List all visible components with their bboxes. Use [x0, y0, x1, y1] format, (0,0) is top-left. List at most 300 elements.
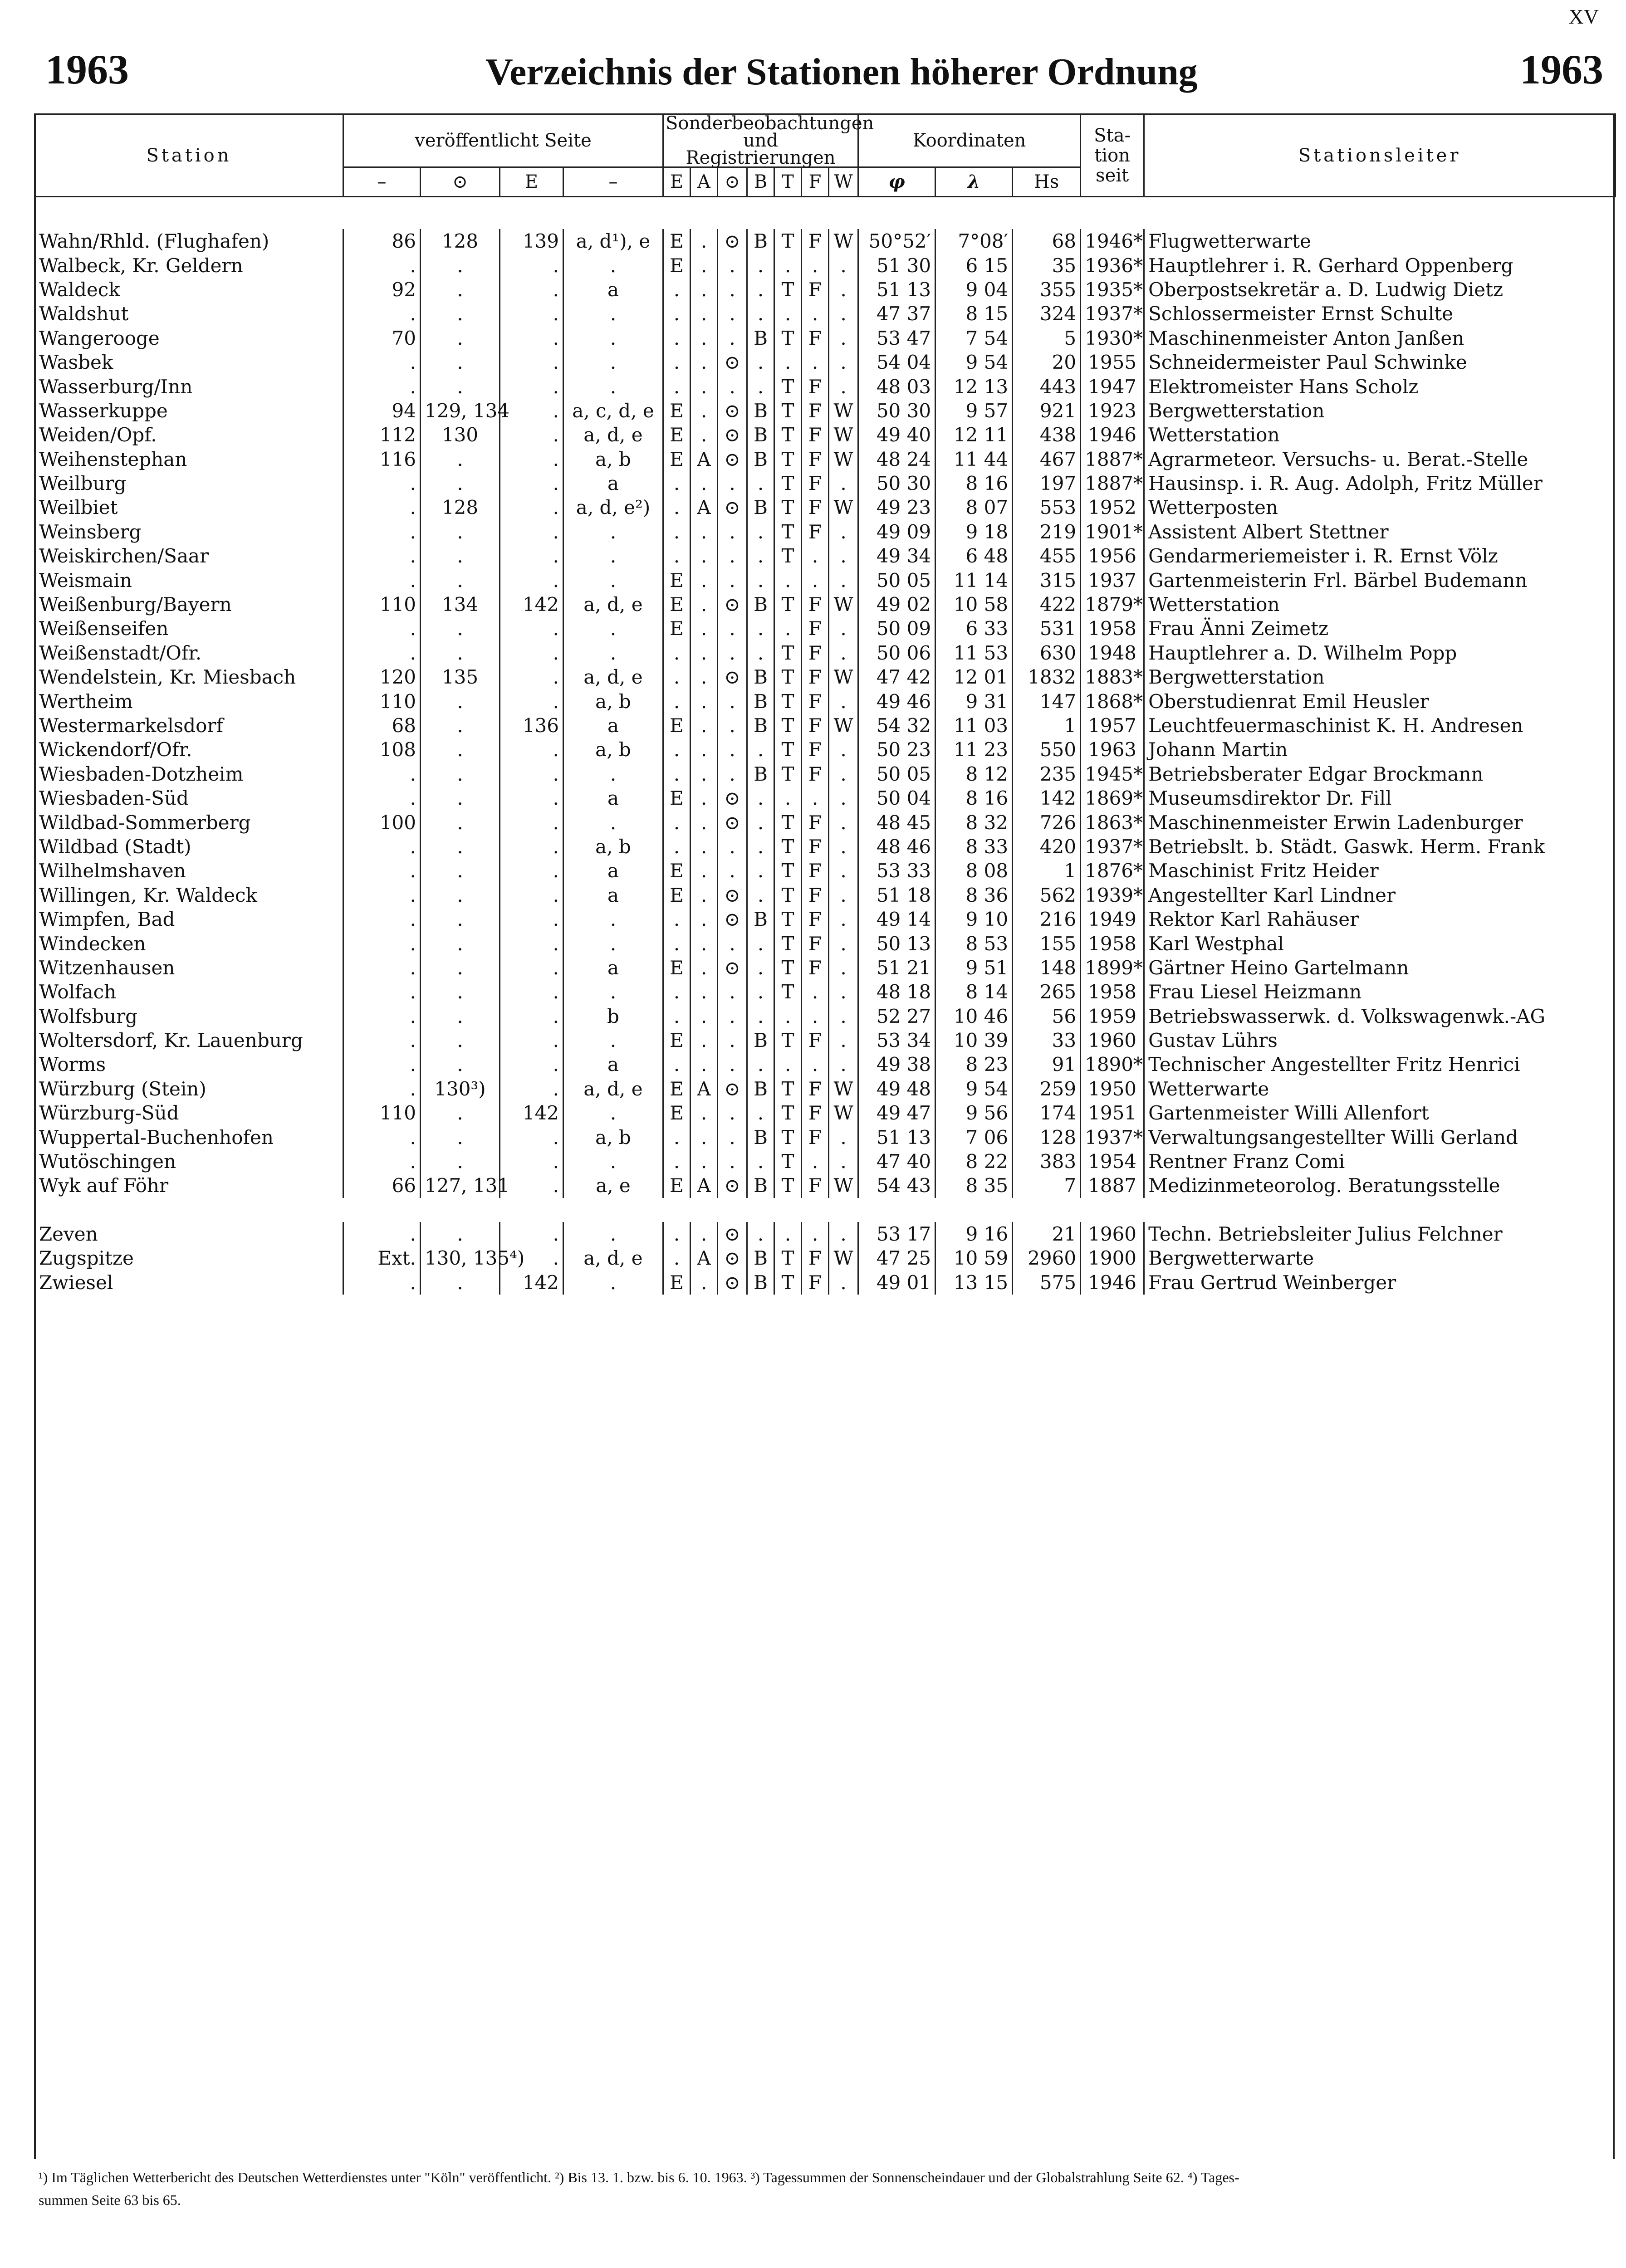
cell-obs-b: . — [747, 810, 774, 834]
cell-obs-f: . — [802, 568, 829, 592]
cell-obs-sun: . — [718, 1052, 747, 1076]
cell-pub-dash-2: a, c, d, e — [563, 399, 663, 423]
cell-pub-dash: 86 — [343, 229, 421, 253]
table-row — [35, 495, 1616, 519]
cell-since: 1952 — [1081, 495, 1144, 519]
station-table — [34, 113, 1616, 1295]
header-pub-e: E — [500, 167, 563, 197]
cell-obs-f: F — [802, 641, 829, 665]
cell-height: 7 — [1013, 1173, 1081, 1198]
cell-obs-a: . — [691, 326, 718, 350]
cell-pub-e: . — [500, 495, 563, 519]
table-row — [35, 1077, 1616, 1101]
cell-obs-sun: . — [718, 1004, 747, 1028]
cell-obs-w: . — [829, 326, 858, 350]
table-row — [35, 786, 1616, 810]
cell-obs-w: . — [829, 956, 858, 980]
cell-height: 531 — [1013, 616, 1081, 640]
table-row — [35, 302, 1616, 326]
cell-pub-sun: 127, 131 — [421, 1173, 500, 1198]
cell-obs-sun: . — [718, 738, 747, 762]
cell-pub-sun: . — [421, 1149, 500, 1173]
cell-obs-sun: ⊙ — [718, 350, 747, 374]
cell-since: 1863* — [1081, 810, 1144, 834]
cell-obs-t: T — [774, 1125, 802, 1149]
cell-latitude: 54 32 — [858, 714, 935, 738]
cell-pub-e: . — [500, 689, 563, 713]
cell-obs-sun: ⊙ — [718, 883, 747, 907]
cell-obs-a: . — [691, 374, 718, 398]
cell-obs-f: F — [802, 859, 829, 883]
cell-station-name: Wasbek — [35, 350, 343, 374]
cell-obs-b: . — [747, 544, 774, 568]
cell-obs-e: . — [663, 1052, 691, 1076]
cell-station-leader: Bergwetterstation — [1144, 665, 1616, 689]
cell-pub-sun: . — [421, 956, 500, 980]
cell-pub-sun: . — [421, 520, 500, 544]
cell-obs-a: . — [691, 302, 718, 326]
cell-pub-sun: . — [421, 738, 500, 762]
cell-obs-e: E — [663, 1028, 691, 1052]
cell-obs-e: E — [663, 229, 691, 253]
cell-obs-sun: . — [718, 253, 747, 277]
cell-obs-sun: . — [718, 714, 747, 738]
cell-obs-t: T — [774, 980, 802, 1004]
footnote — [39, 2166, 1599, 2211]
cell-station-leader: Johann Martin — [1144, 738, 1616, 762]
cell-obs-e: . — [663, 1004, 691, 1028]
cell-obs-b: B — [747, 1246, 774, 1270]
cell-height: 197 — [1013, 471, 1081, 495]
cell-latitude: 50°52′ — [858, 229, 935, 253]
cell-obs-sun: . — [718, 1149, 747, 1173]
cell-obs-f: F — [802, 931, 829, 955]
cell-pub-sun: . — [421, 278, 500, 302]
cell-pub-sun: . — [421, 1052, 500, 1076]
cell-pub-e: . — [500, 350, 563, 374]
cell-longitude: 8 12 — [935, 762, 1013, 786]
table-row — [35, 616, 1616, 640]
cell-station-leader: Betriebsberater Edgar Brockmann — [1144, 762, 1616, 786]
cell-obs-w: . — [829, 568, 858, 592]
header-lambda: λ — [935, 167, 1013, 197]
cell-obs-f: . — [802, 1052, 829, 1076]
cell-obs-t: T — [774, 471, 802, 495]
cell-pub-dash: 108 — [343, 738, 421, 762]
cell-since: 1930* — [1081, 326, 1144, 350]
cell-obs-a: . — [691, 1101, 718, 1125]
cell-station-name: Wildbad-Sommerberg — [35, 810, 343, 834]
cell-since: 1946* — [1081, 229, 1144, 253]
cell-obs-a: . — [691, 1270, 718, 1294]
cell-obs-a: . — [691, 520, 718, 544]
cell-obs-f: F — [802, 374, 829, 398]
cell-obs-b: . — [747, 1004, 774, 1028]
cell-longitude: 10 46 — [935, 1004, 1013, 1028]
cell-station-leader: Schneidermeister Paul Schwinke — [1144, 350, 1616, 374]
cell-since: 1948 — [1081, 641, 1144, 665]
cell-pub-sun: . — [421, 568, 500, 592]
table-row — [35, 350, 1616, 374]
cell-obs-sun: ⊙ — [718, 786, 747, 810]
cell-obs-a: . — [691, 883, 718, 907]
cell-obs-w: . — [829, 520, 858, 544]
table-row — [35, 568, 1616, 592]
cell-latitude: 51 30 — [858, 253, 935, 277]
cell-obs-f: F — [802, 616, 829, 640]
table-row — [35, 1052, 1616, 1076]
cell-latitude: 49 23 — [858, 495, 935, 519]
cell-height: 56 — [1013, 1004, 1081, 1028]
cell-obs-a: . — [691, 689, 718, 713]
cell-station-leader: Elektromeister Hans Scholz — [1144, 374, 1616, 398]
cell-obs-f: F — [802, 907, 829, 931]
cell-height: 235 — [1013, 762, 1081, 786]
cell-longitude: 6 15 — [935, 253, 1013, 277]
cell-pub-e: . — [500, 616, 563, 640]
cell-obs-e: . — [663, 689, 691, 713]
cell-pub-dash-2: . — [563, 253, 663, 277]
cell-latitude: 53 33 — [858, 859, 935, 883]
cell-obs-w: . — [829, 810, 858, 834]
table-row — [35, 665, 1616, 689]
cell-pub-dash: . — [343, 616, 421, 640]
cell-obs-sun: . — [718, 980, 747, 1004]
cell-station-name: Wolfsburg — [35, 1004, 343, 1028]
cell-height: 174 — [1013, 1101, 1081, 1125]
cell-obs-w: W — [829, 1101, 858, 1125]
cell-pub-dash: . — [343, 907, 421, 931]
cell-obs-f: F — [802, 835, 829, 859]
cell-pub-dash-2: . — [563, 641, 663, 665]
cell-pub-dash: . — [343, 931, 421, 955]
cell-station-leader: Wetterposten — [1144, 495, 1616, 519]
table-row — [35, 1173, 1616, 1198]
cell-pub-dash-2: a, d, e — [563, 592, 663, 616]
cell-latitude: 47 37 — [858, 302, 935, 326]
table-row — [35, 374, 1616, 398]
cell-since: 1899* — [1081, 956, 1144, 980]
cell-since: 1900 — [1081, 1246, 1144, 1270]
cell-obs-t: T — [774, 714, 802, 738]
cell-obs-w: W — [829, 447, 858, 471]
cell-longitude: 11 14 — [935, 568, 1013, 592]
cell-since: 1890* — [1081, 1052, 1144, 1076]
cell-obs-sun: ⊙ — [718, 229, 747, 253]
cell-obs-a: . — [691, 471, 718, 495]
cell-obs-sun: . — [718, 931, 747, 955]
table-row — [35, 520, 1616, 544]
cell-since: 1935* — [1081, 278, 1144, 302]
cell-obs-f: F — [802, 956, 829, 980]
cell-since: 1945* — [1081, 762, 1144, 786]
cell-pub-dash-2: a — [563, 714, 663, 738]
cell-obs-t: T — [774, 229, 802, 253]
cell-obs-a: . — [691, 544, 718, 568]
cell-longitude: 8 16 — [935, 471, 1013, 495]
cell-pub-e: . — [500, 302, 563, 326]
cell-pub-sun: . — [421, 786, 500, 810]
cell-pub-e: . — [500, 253, 563, 277]
cell-station-leader: Maschinenmeister Anton Janßen — [1144, 326, 1616, 350]
cell-pub-sun: . — [421, 714, 500, 738]
cell-obs-w: W — [829, 423, 858, 447]
cell-since: 1937* — [1081, 835, 1144, 859]
table-row — [35, 1149, 1616, 1173]
cell-obs-w: . — [829, 374, 858, 398]
table-row — [35, 1004, 1616, 1028]
cell-obs-t: . — [774, 350, 802, 374]
cell-height: 259 — [1013, 1077, 1081, 1101]
table-row — [35, 1028, 1616, 1052]
cell-pub-e: . — [500, 762, 563, 786]
cell-pub-dash-2: a, b — [563, 738, 663, 762]
cell-obs-t: . — [774, 786, 802, 810]
cell-latitude: 49 38 — [858, 1052, 935, 1076]
cell-height: 1 — [1013, 859, 1081, 883]
cell-station-leader: Gendarmeriemeister i. R. Ernst Völz — [1144, 544, 1616, 568]
cell-obs-f: . — [802, 1149, 829, 1173]
cell-obs-sun: . — [718, 859, 747, 883]
cell-latitude: 49 34 — [858, 544, 935, 568]
cell-obs-b: B — [747, 592, 774, 616]
cell-station-leader: Rentner Franz Comi — [1144, 1149, 1616, 1173]
cell-obs-a: . — [691, 350, 718, 374]
header-station-seit — [1081, 114, 1144, 197]
cell-height: 324 — [1013, 302, 1081, 326]
table-row — [35, 762, 1616, 786]
cell-obs-e: E — [663, 1077, 691, 1101]
cell-pub-dash-2: . — [563, 1222, 663, 1246]
cell-pub-dash-2: . — [563, 326, 663, 350]
cell-height: 315 — [1013, 568, 1081, 592]
cell-pub-e: 142 — [500, 592, 563, 616]
cell-height: 420 — [1013, 835, 1081, 859]
cell-obs-t: T — [774, 907, 802, 931]
cell-pub-e: . — [500, 471, 563, 495]
cell-obs-t: T — [774, 1101, 802, 1125]
cell-station-leader: Verwaltungsangestellter Willi Gerland — [1144, 1125, 1616, 1149]
cell-obs-a: . — [691, 956, 718, 980]
cell-pub-dash-2: a, d, e — [563, 1077, 663, 1101]
cell-obs-e: E — [663, 1173, 691, 1198]
cell-obs-b: . — [747, 350, 774, 374]
cell-latitude: 50 30 — [858, 471, 935, 495]
cell-height: 20 — [1013, 350, 1081, 374]
cell-obs-a: A — [691, 1077, 718, 1101]
cell-obs-b: . — [747, 786, 774, 810]
cell-pub-dash-2: . — [563, 1028, 663, 1052]
cell-pub-dash: . — [343, 762, 421, 786]
cell-longitude: 7 06 — [935, 1125, 1013, 1149]
cell-pub-dash-2: a — [563, 786, 663, 810]
cell-since: 1901* — [1081, 520, 1144, 544]
cell-since: 1937* — [1081, 1125, 1144, 1149]
cell-obs-a: . — [691, 931, 718, 955]
cell-pub-sun: 135 — [421, 665, 500, 689]
cell-station-name: Worms — [35, 1052, 343, 1076]
cell-station-name: Wertheim — [35, 689, 343, 713]
cell-latitude: 53 47 — [858, 326, 935, 350]
cell-station-name: Zugspitze — [35, 1246, 343, 1270]
cell-obs-b: . — [747, 374, 774, 398]
cell-station-name: Weinsberg — [35, 520, 343, 544]
header-pub-dash-1: – — [343, 167, 421, 197]
cell-latitude: 49 48 — [858, 1077, 935, 1101]
cell-obs-w: . — [829, 859, 858, 883]
cell-pub-dash: . — [343, 302, 421, 326]
cell-pub-dash-2: a — [563, 883, 663, 907]
cell-obs-t: T — [774, 689, 802, 713]
cell-station-name: Weißenseifen — [35, 616, 343, 640]
cell-obs-a: . — [691, 980, 718, 1004]
cell-obs-t: . — [774, 1052, 802, 1076]
cell-height: 383 — [1013, 1149, 1081, 1173]
cell-height: 921 — [1013, 399, 1081, 423]
cell-obs-b: . — [747, 1222, 774, 1246]
cell-obs-w: . — [829, 762, 858, 786]
cell-obs-sun: . — [718, 762, 747, 786]
cell-pub-e: . — [500, 738, 563, 762]
header-koordinaten: Koordinaten — [858, 114, 1081, 167]
cell-pub-dash: 112 — [343, 423, 421, 447]
cell-obs-f: F — [802, 471, 829, 495]
cell-longitude: 9 04 — [935, 278, 1013, 302]
cell-obs-sun: ⊙ — [718, 665, 747, 689]
header-s-e: E — [663, 167, 691, 197]
cell-height: 1 — [1013, 714, 1081, 738]
cell-pub-dash-2: a, d¹), e — [563, 229, 663, 253]
table-row — [35, 423, 1616, 447]
cell-obs-f: F — [802, 495, 829, 519]
cell-latitude: 49 09 — [858, 520, 935, 544]
cell-obs-a: . — [691, 1004, 718, 1028]
cell-obs-t: T — [774, 374, 802, 398]
cell-height: 147 — [1013, 689, 1081, 713]
cell-obs-sun: . — [718, 326, 747, 350]
cell-obs-f: . — [802, 786, 829, 810]
cell-obs-b: B — [747, 495, 774, 519]
table-row — [35, 229, 1616, 253]
cell-height: 2960 — [1013, 1246, 1081, 1270]
cell-obs-e: . — [663, 520, 691, 544]
cell-station-name: Willingen, Kr. Waldeck — [35, 883, 343, 907]
cell-pub-dash-2: a, e — [563, 1173, 663, 1198]
cell-obs-f: . — [802, 1004, 829, 1028]
header-stationsleiter: Stationsleiter — [1144, 114, 1616, 197]
cell-obs-f: F — [802, 229, 829, 253]
cell-station-name: Weihenstephan — [35, 447, 343, 471]
cell-obs-e: . — [663, 495, 691, 519]
cell-pub-e: . — [500, 665, 563, 689]
cell-pub-e: . — [500, 568, 563, 592]
cell-longitude: 8 07 — [935, 495, 1013, 519]
cell-obs-b: . — [747, 1101, 774, 1125]
cell-since: 1887* — [1081, 447, 1144, 471]
cell-obs-w: W — [829, 1077, 858, 1101]
cell-obs-f: F — [802, 326, 829, 350]
cell-obs-sun: ⊙ — [718, 907, 747, 931]
cell-station-leader: Gartenmeisterin Frl. Bärbel Budemann — [1144, 568, 1616, 592]
table-row — [35, 544, 1616, 568]
cell-height: 91 — [1013, 1052, 1081, 1076]
cell-obs-sun: . — [718, 689, 747, 713]
cell-pub-dash-2: b — [563, 1004, 663, 1028]
cell-pub-e: . — [500, 423, 563, 447]
cell-latitude: 51 21 — [858, 956, 935, 980]
cell-pub-e: . — [500, 859, 563, 883]
table-row — [35, 253, 1616, 277]
cell-obs-w: W — [829, 592, 858, 616]
cell-pub-sun: . — [421, 762, 500, 786]
cell-obs-w: . — [829, 980, 858, 1004]
cell-station-name: Wiesbaden-Süd — [35, 786, 343, 810]
cell-obs-sun: ⊙ — [718, 1222, 747, 1246]
cell-longitude: 8 22 — [935, 1149, 1013, 1173]
cell-obs-a: . — [691, 907, 718, 931]
cell-obs-e: . — [663, 641, 691, 665]
cell-pub-sun: . — [421, 544, 500, 568]
table-row — [35, 641, 1616, 665]
cell-obs-b: . — [747, 859, 774, 883]
cell-obs-a: . — [691, 641, 718, 665]
table-row — [35, 980, 1616, 1004]
cell-obs-f: F — [802, 399, 829, 423]
cell-since: 1951 — [1081, 1101, 1144, 1125]
cell-pub-dash: . — [343, 1052, 421, 1076]
cell-latitude: 51 13 — [858, 278, 935, 302]
table-row — [35, 714, 1616, 738]
cell-obs-a: . — [691, 229, 718, 253]
header-s-t: T — [774, 167, 802, 197]
cell-pub-dash: . — [343, 786, 421, 810]
cell-obs-e: . — [663, 980, 691, 1004]
cell-obs-t: T — [774, 399, 802, 423]
cell-since: 1946 — [1081, 1270, 1144, 1294]
cell-obs-t: T — [774, 520, 802, 544]
cell-obs-sun: . — [718, 374, 747, 398]
cell-station-leader: Flugwetterwarte — [1144, 229, 1616, 253]
cell-since: 1958 — [1081, 616, 1144, 640]
cell-obs-b: . — [747, 278, 774, 302]
header-s-a: A — [691, 167, 718, 197]
cell-since: 1923 — [1081, 399, 1144, 423]
cell-obs-b: B — [747, 907, 774, 931]
cell-height: 1832 — [1013, 665, 1081, 689]
table-row — [35, 1246, 1616, 1270]
cell-pub-dash-2: a — [563, 471, 663, 495]
cell-obs-sun: . — [718, 1028, 747, 1052]
cell-obs-t: T — [774, 423, 802, 447]
cell-obs-e: . — [663, 810, 691, 834]
cell-obs-t: T — [774, 278, 802, 302]
cell-obs-a: A — [691, 1173, 718, 1198]
header-sonder-1: Sonderbeobachtungen — [663, 114, 858, 132]
cell-obs-e: E — [663, 253, 691, 277]
cell-obs-t: . — [774, 616, 802, 640]
cell-obs-w: . — [829, 689, 858, 713]
cell-obs-t: . — [774, 1222, 802, 1246]
table-body — [35, 197, 1616, 1295]
cell-pub-dash-2: . — [563, 374, 663, 398]
cell-latitude: 49 46 — [858, 689, 935, 713]
cell-pub-sun: . — [421, 447, 500, 471]
cell-height: 630 — [1013, 641, 1081, 665]
cell-height: 5 — [1013, 326, 1081, 350]
cell-longitude: 8 33 — [935, 835, 1013, 859]
cell-obs-b: . — [747, 1149, 774, 1173]
cell-obs-f: F — [802, 883, 829, 907]
